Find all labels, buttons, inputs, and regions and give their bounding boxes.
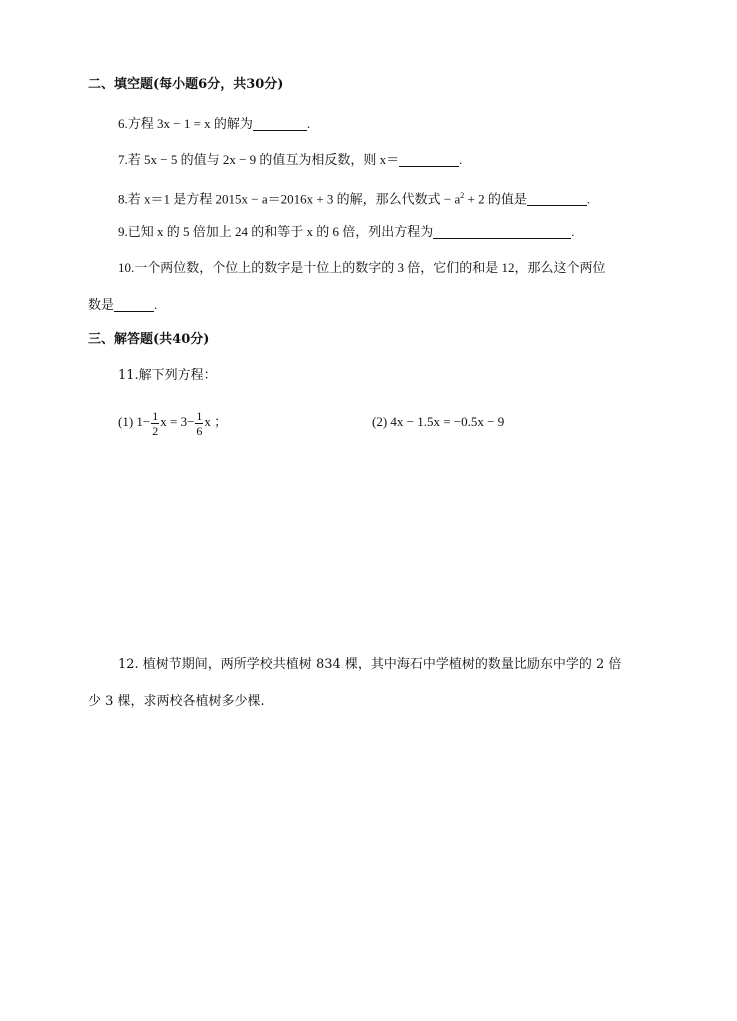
question-8-text-2: + 2 的值是 [464, 191, 527, 207]
question-9 [118, 223, 575, 241]
fraction-1-numerator: 1 [152, 408, 159, 423]
question-6-end: . [306, 116, 311, 131]
question-12-line-2: 少 3 棵，求两校各植树多少棵. [88, 694, 265, 709]
part-1-tail: x ； [204, 414, 228, 429]
question-10-blank[interactable] [114, 297, 154, 312]
question-9-end: . [571, 224, 575, 239]
question-6-text: 6.方程 3x − 1 = x 的解为 [118, 116, 253, 131]
question-8 [118, 187, 590, 208]
fraction-1-denominator: 2 [152, 423, 159, 438]
question-9-blank[interactable] [433, 224, 571, 239]
fraction-2-denominator: 6 [196, 423, 203, 438]
question-11-part-2: (2) 4x − 1.5x = −0.5x − 9 [372, 414, 505, 429]
question-7-end: . [459, 152, 463, 167]
question-7-text: 7.若 5x − 5 的值与 2x − 9 的值互为相反数，则 x＝ [118, 152, 400, 167]
question-11-intro: 11.解下列方程： [118, 368, 217, 383]
question-10-line-2 [88, 296, 157, 314]
fraction-one-half [151, 409, 159, 438]
question-10-text: 数是 [88, 297, 115, 312]
question-9-text: 9.已知 x 的 5 倍加上 24 的和等于 x 的 6 倍，列出方程为 [118, 224, 434, 239]
fraction-one-sixth [195, 409, 203, 438]
question-10-end: . [154, 297, 158, 312]
question-8-exponent: 2 [460, 191, 465, 200]
fraction-2-numerator: 1 [196, 408, 203, 423]
part-1-label: (1) 1− [118, 414, 151, 429]
question-8-end: . [586, 191, 591, 207]
question-7 [118, 151, 462, 169]
question-7-blank[interactable] [399, 152, 459, 167]
section2-heading: 二、填空题(每小题6分，共30分) [88, 77, 284, 92]
part-1-middle: x = 3− [160, 414, 195, 429]
question-12-line-1: 12. 植树节期间，两所学校共植树 834 棵，其中海石中学植树的数量比励东中学的 2 倍 [118, 657, 622, 672]
question-6 [118, 115, 310, 133]
question-11-part-1 [118, 404, 227, 440]
section3-heading: 三、解答题(共40分) [88, 332, 210, 347]
question-10-line-1: 10.一个两位数，个位上的数字是十位上的数字的 3 倍，它们的和是 12，那么这个两位 [118, 260, 606, 275]
question-6-blank[interactable] [253, 116, 307, 131]
question-8-text: 8.若 x＝1 是方程 2015x − a＝2016x + 3 的解，那么代数式 − a [118, 191, 461, 207]
question-8-blank[interactable] [527, 191, 587, 206]
